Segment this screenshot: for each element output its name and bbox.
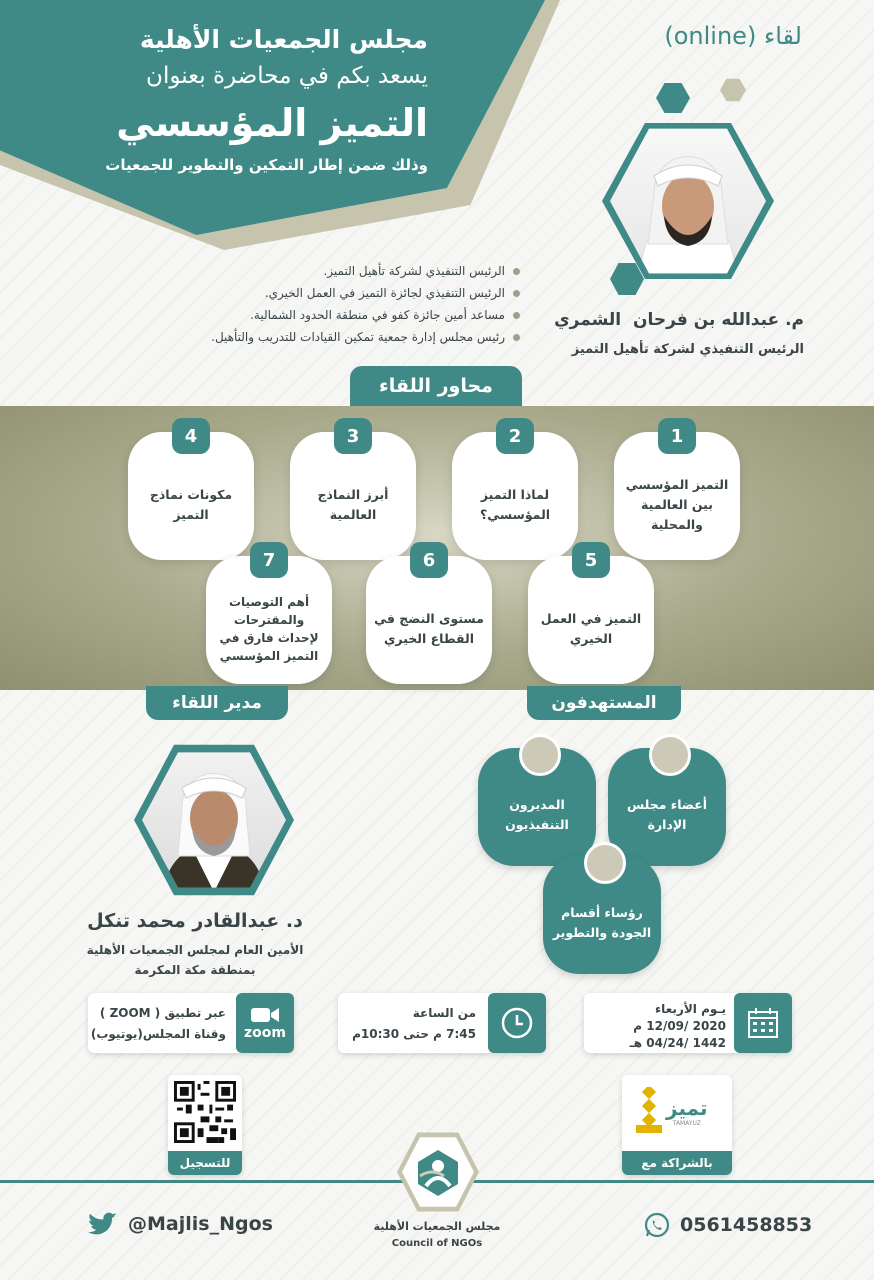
topic-card: 3 أبرز النماذج العالمية (290, 432, 416, 560)
topic-card: 6 مستوى النضج في القطاع الخيري (366, 556, 492, 684)
moderator-name: د. عبدالقادر محمد تنكل (87, 910, 303, 932)
time-box (338, 993, 546, 1053)
register-label: للتسجيل (168, 1151, 242, 1175)
clock-icon (488, 993, 546, 1053)
phone-row[interactable] (644, 1212, 812, 1238)
bio-item: الرئيس التنفيذي لجائزة التميز في العمل الخيري. (180, 282, 520, 304)
event-date-hijri: 1442 /04/24 هـ (629, 1036, 726, 1050)
invite-line: يسعد بكم في محاضرة بعنوان (146, 63, 428, 89)
calendar-icon (734, 993, 792, 1053)
twitter-handle-row[interactable] (88, 1212, 273, 1236)
topic-card: 5 التميز في العمل الخيري (528, 556, 654, 684)
speaker-role: الرئيس التنفيذي لشركة تأهيل التميز (571, 342, 804, 357)
platform-app: عبر تطبيق ( ZOOM ) (99, 1006, 226, 1020)
audience-card: المديرون التنفيذيون (478, 748, 596, 866)
partner-logo: تميز TAMAYUZ (636, 1087, 708, 1135)
meeting-type: لقاء (online) (664, 22, 802, 50)
platform-youtube: وقناة المجلس(يوتيوب) (90, 1027, 226, 1041)
platform-box (88, 993, 294, 1053)
lecture-title: التميز المؤسسي (116, 101, 428, 145)
qr-code[interactable] (174, 1081, 236, 1143)
topic-card: 7 أهم التوصيات والمقترحات لإحداث فارق في التميز المؤسسي (206, 556, 332, 684)
time-range: 7:45 م حتى 10:30م (352, 1027, 476, 1041)
partner-card (622, 1075, 732, 1175)
partner-label: بالشراكة مع (622, 1151, 732, 1175)
twitter-icon (88, 1212, 118, 1236)
audience-card: أعضاء مجلس الإدارة (608, 748, 726, 866)
org-name: مجلس الجمعيات الأهلية (139, 25, 428, 54)
phone-number: 0561458853 (680, 1214, 813, 1236)
moderator-role: الأمين العام لمجلس الجمعيات الأهلية بمنطقة مكة المكرمة (86, 943, 304, 977)
council-name: مجلس الجمعيات الأهلية (373, 1220, 501, 1233)
qr-card[interactable] (168, 1075, 242, 1175)
council-name-en: Council of NGOs (391, 1238, 483, 1249)
bio-item: مساعد أمين جائزة كفو في منطقة الحدود الشمالية. (180, 304, 520, 326)
header-text (80, 22, 428, 178)
moderator-heading: مدير اللقاء (146, 686, 288, 720)
topic-card: 1 التميز المؤسسي بين العالمية والمحلية (614, 432, 740, 560)
speaker-bio-list (180, 260, 520, 348)
speaker-name: م. عبدالله بن فرحان الشمري (554, 310, 804, 330)
event-day: يـوم الأربعاء (655, 1002, 726, 1016)
topics-heading: محاور اللقاء (350, 366, 522, 406)
audience-card: رؤساء أقسام الجودة والتطوير (543, 856, 661, 974)
audience-heading: المستهدفون (527, 686, 681, 720)
topic-card: 4 مكونات نماذج التميز (128, 432, 254, 560)
bio-item: رئيس مجلس إدارة جمعية تمكين القيادات للتدريب والتأهيل. (180, 326, 520, 348)
whatsapp-icon (644, 1212, 670, 1238)
twitter-handle: @Majlis_Ngos (128, 1213, 273, 1235)
event-date-gregorian: 2020 /12/09 م (633, 1019, 726, 1033)
zoom-icon: zoom (236, 993, 294, 1053)
framework-line: وذلك ضمن إطار التمكين والتطوير للجمعيات (105, 156, 428, 174)
time-label: من الساعة (412, 1006, 476, 1020)
topic-card: 2 لماذا التميز المؤسسي؟ (452, 432, 578, 560)
date-box (584, 993, 792, 1053)
bio-item: الرئيس التنفيذي لشركة تأهيل التميز. (180, 260, 520, 282)
